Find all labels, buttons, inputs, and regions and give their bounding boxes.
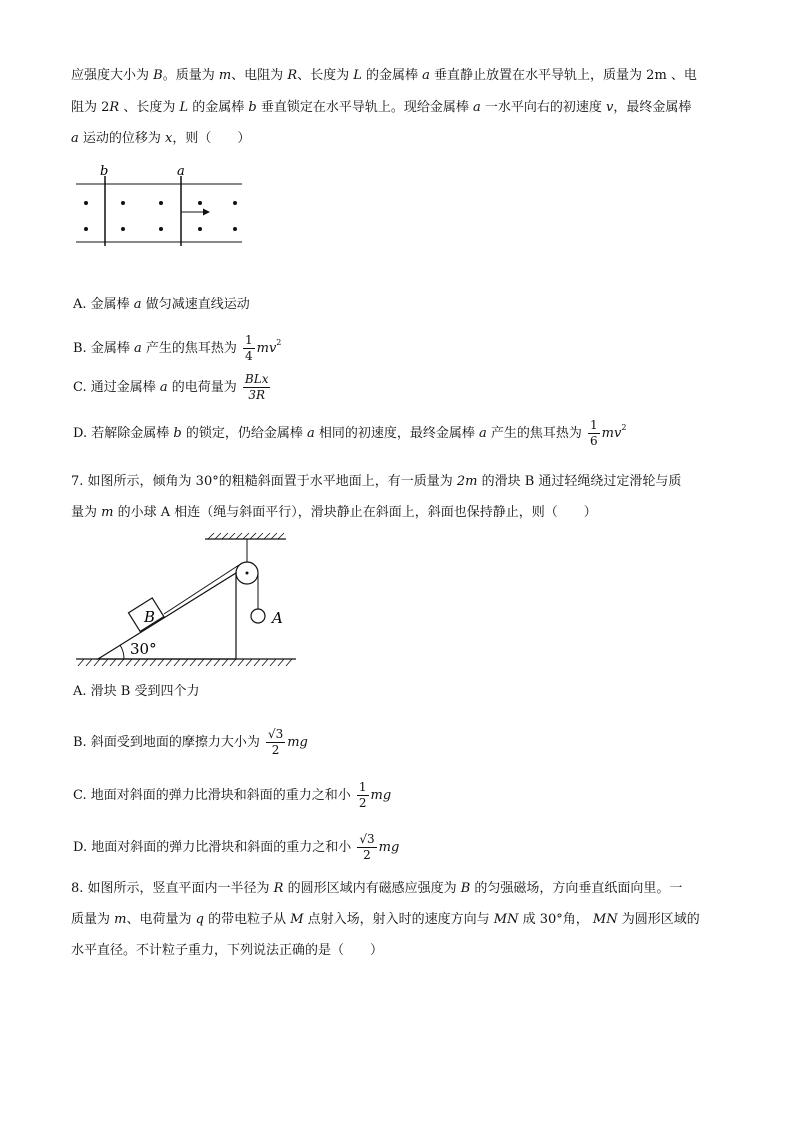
q7-option-d: D. 地面对斜面的弹力比滑块和斜面的重力之和小 $\frac{√3}{2}$ mg — [73, 832, 400, 862]
q6-rail-figure — [70, 162, 250, 252]
label-a: a — [177, 164, 185, 179]
q7-stem-line-2: 量为 m 的小球 A 相连（绳与斜面平行），滑块静止在斜面上，斜面也保持静止，则（ ） — [71, 505, 597, 520]
q7-incline-figure — [68, 528, 308, 670]
q6-option-d: D. 若解除金属棒 b 的锁定，仍给金属棒 a 相同的初速度，最终金属棒 a 产生的焦耳热为 $\frac{1}{6}$ $mv^2$ — [73, 418, 627, 448]
q6-stem-line-1: 应强度大小为 B。质量为 m、电阻为 R、长度为 L 的金属棒 a 垂直静止放置在水平导轨上，质量为 2m 、电 — [71, 68, 697, 83]
fraction-1-4: $\frac{1}{4}$ — [244, 333, 253, 363]
label-b: b — [100, 164, 109, 179]
q8-stem-line-3: 水平直径。不计粒子重力，下列说法正确的是（ ） — [71, 943, 384, 958]
q7-option-c: C. 地面对斜面的弹力比滑块和斜面的重力之和小 $\frac{1}{2}$ mg — [73, 780, 392, 810]
fraction-sqrt3-2: $\frac{√3}{2}$ — [267, 727, 284, 757]
velocity-arrowhead — [203, 209, 210, 216]
q6-option-b: B. 金属棒 a 产生的焦耳热为 $\frac{1}{4}$ $mv^2$ — [73, 333, 282, 363]
fraction-1-2: $\frac{1}{2}$ — [358, 780, 367, 810]
angle-label: 30° — [130, 640, 157, 658]
incline — [98, 573, 236, 659]
q6-option-a: A. 金属棒 a 做匀减速直线运动 — [73, 297, 250, 312]
fraction-sqrt3-2-d: $\frac{√3}{2}$ — [359, 832, 375, 862]
q7-option-a: A. 滑块 B 受到四个力 — [73, 684, 200, 699]
q6-stem-line-3: a 运动的位移为 x，则（ ） — [71, 131, 251, 146]
rope-incline — [164, 565, 239, 614]
q8-stem-line-1: 8. 如图所示，竖直平面内一半径为 R 的圆形区域内有磁感应强度为 B 的匀强磁场，方向垂直纸面向里。一 — [71, 881, 683, 896]
fraction-blx-3r: $\frac{\text{BLx}}{3R}$ — [244, 372, 269, 402]
ceiling-hatch — [208, 533, 284, 539]
ball-a — [251, 609, 265, 623]
label-ball-a: A — [272, 609, 283, 627]
q7-option-b: B. 斜面受到地面的摩擦力大小为 $\frac{√3}{2}$ mg — [73, 727, 308, 757]
ground-hatch — [78, 659, 292, 666]
label-block-b: B — [144, 608, 156, 626]
angle-arc — [120, 645, 124, 659]
pulley-axle — [246, 572, 249, 575]
q6-option-c: C. 通过金属棒 a 的电荷量为 $\frac{\text{BLx}}{3R}$ — [73, 372, 269, 402]
field-dots — [84, 201, 237, 231]
q6-stem-line-2: 阻为 2R 、长度为 L 的金属棒 b 垂直锁定在水平导轨上。现给金属棒 a 一水平向右的初速度 v，最终金属棒 — [71, 100, 692, 115]
q7-stem-line-1: 7. 如图所示，倾角为 30°的粗糙斜面置于水平地面上，有一质量为 2m 的滑块 B 通过轻绳绕过定滑轮与质 — [71, 474, 682, 489]
q8-stem-line-2: 质量为 m、电荷量为 q 的带电粒子从 M 点射入场，射入时的速度方向与 MN 成 30°角， MN 为圆形区域的 — [71, 912, 700, 927]
fraction-1-6: $\frac{1}{6}$ — [590, 418, 598, 448]
